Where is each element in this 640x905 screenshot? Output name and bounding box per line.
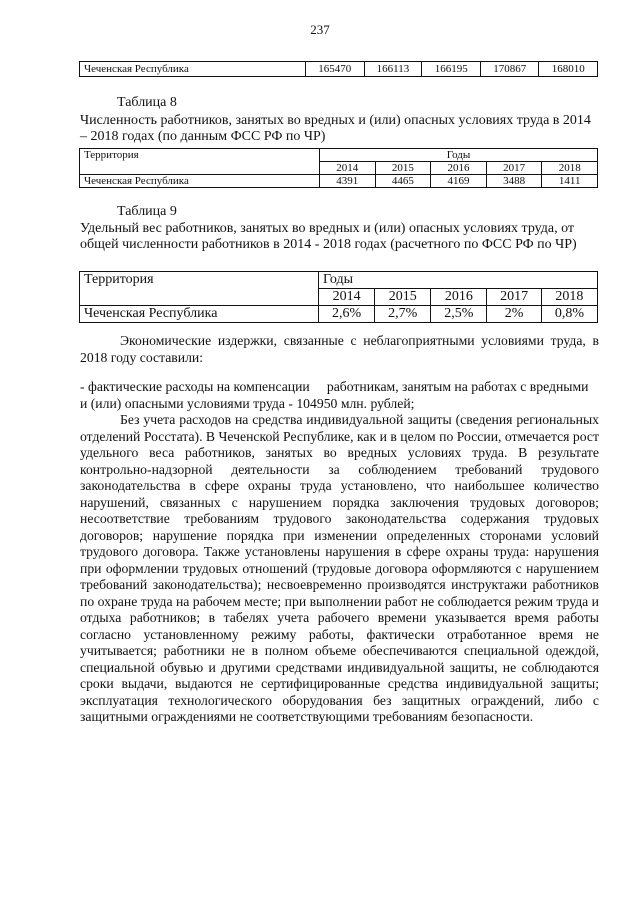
table-8-caption: Таблица 8 [117, 95, 177, 110]
value-cell: 4169 [431, 175, 487, 188]
paragraph-costs-intro: Экономические издержки, связанные с неблагоприятными условиями труда, в 2018 году составили: [80, 333, 599, 365]
value-cell: 0,8% [541, 306, 597, 323]
territory-cell: Чеченская Республика [80, 306, 319, 323]
value-cell: 4465 [375, 175, 431, 188]
paragraph-compensation: - фактические расходы на компенсации работникам, занятым на работах с вредными и (или) опасными условиями труда - 104950 млн. рублей; [80, 379, 592, 411]
year-cell: 2015 [375, 162, 431, 175]
value-cell: 2,7% [375, 306, 431, 323]
value-cell: 166113 [364, 62, 422, 77]
year-cell: 2016 [431, 162, 487, 175]
table-8 [79, 148, 598, 188]
year-cell: 2015 [375, 289, 431, 306]
year-cell: 2018 [542, 162, 598, 175]
value-cell: 3488 [486, 175, 542, 188]
value-cell: 168010 [539, 62, 598, 77]
paragraph-violations: Без учета расходов на средства индивидуальной защиты (сведения региональных отделений Росстата). В Чеченской Республике, как и в целом по России, отмечается рост удельного веса работников, занятых во вредных условиях труда. В результате контрольно-надзорной деятельности за соблюдением требований трудового законодательства в сфере охраны труда установлено, что наибольшее количество нарушений, связанных с нарушением порядка заключения трудовых договоров; несоответствие требованиям трудового законодательства содержания трудовых договоров; нарушение порядка при изменении определенных сторонами условий трудового договора. Также установлены нарушения в сфере охраны труда: нарушения при оформлении трудовых отношений (трудовые договора оформляются с нарушением требований законодательства); несвоевременно производятся инструктажи работников по охране труда на рабочем месте; при выполнении работ не соблюдается режим труда и отдыха работников; в табелях учета рабочего времени указывается время работы согласно установленному режиму работы, фактически отработанное время не учитывается; работники не в полном объеме обеспечиваются специальной одеждой, специальной обувью и другими средствами индивидуальной защиты, не соблюдаются сроки выдачи, выдаются не сертифицированные средства индивидуальной защиты; эксплуатация технологического оборудования без защитных ограждений, либо с защитными ограждениями не соответствующими требованиям безопасности. [80, 412, 599, 724]
table-row [80, 306, 598, 323]
territory-cell: Чеченская Республика [80, 175, 320, 188]
header-years: Годы [320, 149, 598, 162]
header-territory: Территория [80, 149, 320, 175]
table-header-row [80, 272, 598, 289]
value-cell: 1411 [542, 175, 598, 188]
value-cell: 170867 [480, 62, 539, 77]
territory-cell: Чеченская Республика [80, 62, 306, 77]
value-cell: 2% [487, 306, 541, 323]
table-8-title: Численность работников, занятых во вредных и (или) опасных условиях труда в 2014 – 2018 годах (по данным ФСС РФ по ЧР) [80, 113, 591, 144]
year-cell: 2014 [319, 289, 375, 306]
value-cell: 166195 [422, 62, 481, 77]
page-number: 237 [310, 22, 330, 37]
value-cell: 2,5% [431, 306, 487, 323]
table-row [80, 175, 598, 188]
table-row [80, 62, 598, 77]
table-9 [79, 271, 598, 323]
year-cell: 2018 [541, 289, 597, 306]
value-cell: 2,6% [319, 306, 375, 323]
table-9-title: Удельный вес работников, занятых во вредных и (или) опасных условиях труда, от общей численности работников в 2014 - 2018 годах (расчетного по ФСС РФ по ЧР) [80, 221, 577, 252]
year-cell: 2016 [431, 289, 487, 306]
value-cell: 165470 [306, 62, 365, 77]
year-cell: 2014 [320, 162, 376, 175]
year-cell: 2017 [486, 162, 542, 175]
year-cell: 2017 [487, 289, 541, 306]
table-9-caption: Таблица 9 [117, 204, 177, 219]
table-header-row [80, 149, 598, 162]
table-7-continuation [79, 61, 598, 77]
value-cell: 4391 [320, 175, 376, 188]
header-territory: Территория [80, 272, 319, 306]
header-years: Годы [319, 272, 598, 289]
